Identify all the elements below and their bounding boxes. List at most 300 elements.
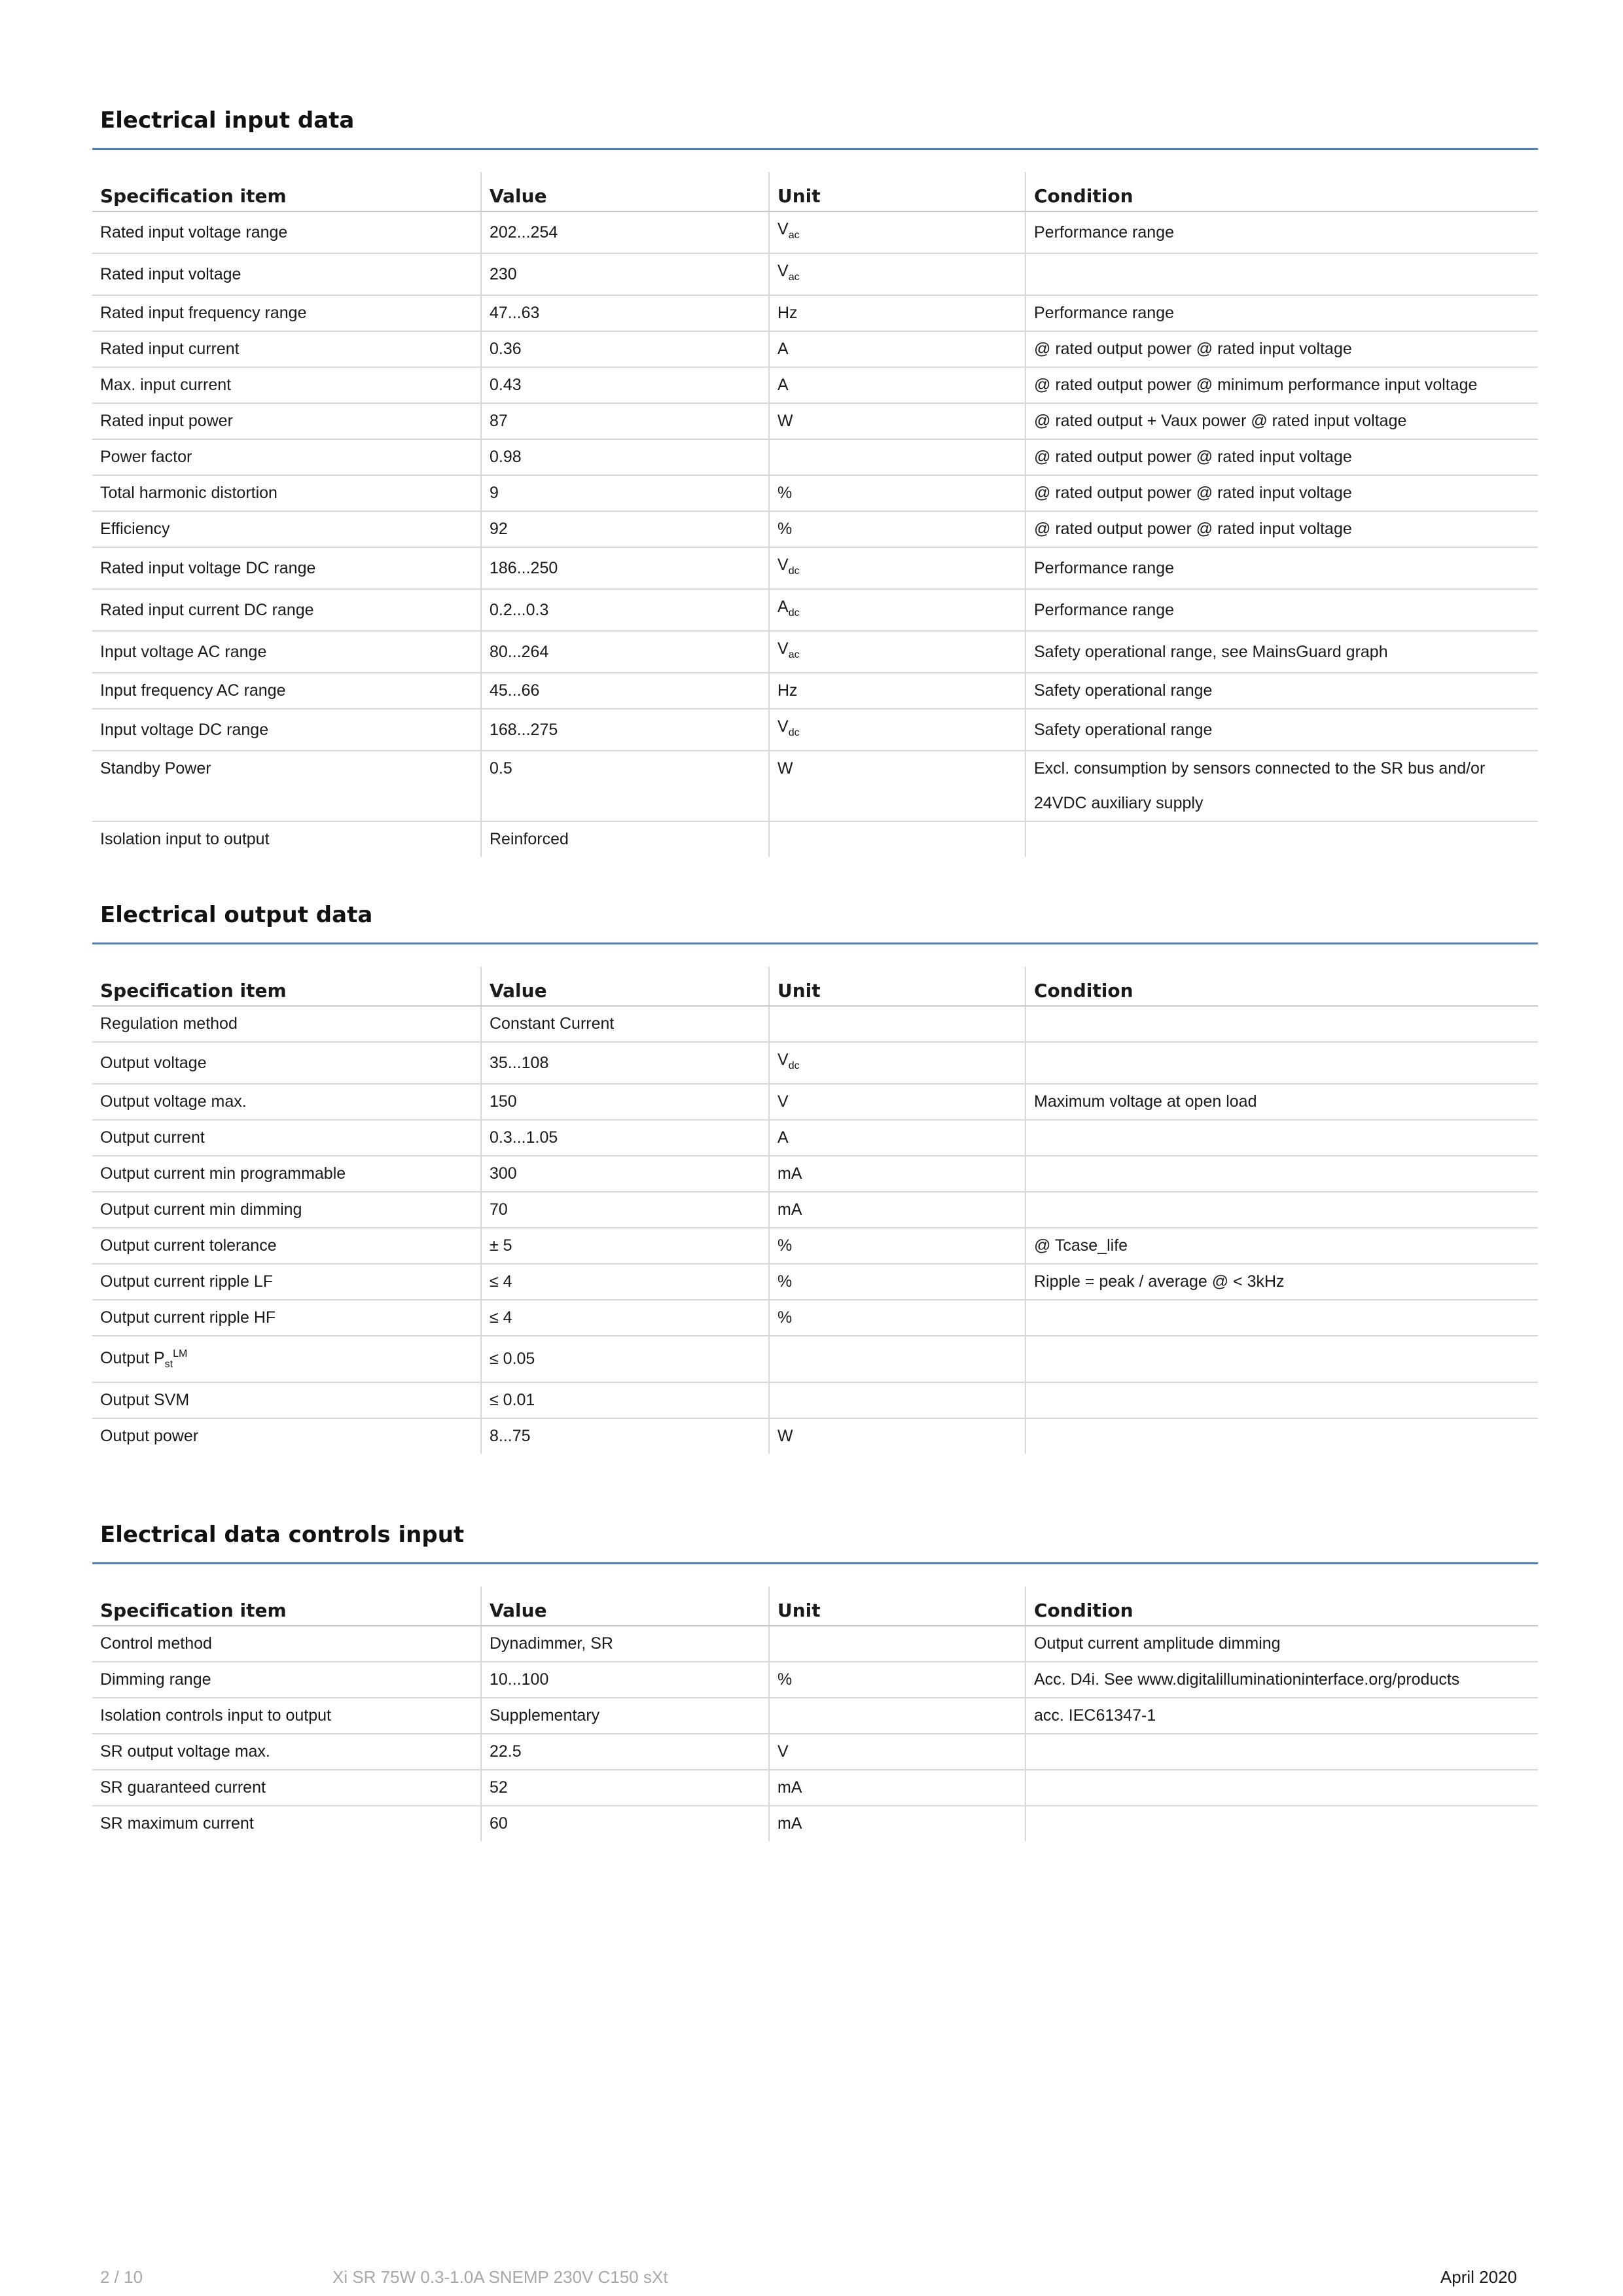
unit-text: %	[777, 520, 793, 538]
unit-text: V	[777, 639, 789, 658]
table-body	[92, 211, 1538, 857]
page-footer	[100, 2267, 1538, 2291]
cell-condition	[1026, 1626, 1538, 1662]
unit-subscript: dc	[788, 727, 800, 738]
value-text: 22.5	[490, 1742, 522, 1761]
cell-unit	[769, 1806, 1026, 1841]
item-superscript: LM	[173, 1348, 188, 1359]
header-unit: Unit	[769, 1587, 1026, 1626]
cell-unit	[769, 1336, 1026, 1382]
value-text: ± 5	[490, 1236, 512, 1255]
cell-value	[481, 439, 769, 475]
value-text: 60	[490, 1814, 508, 1833]
unit-text: %	[777, 484, 793, 502]
cell-value	[481, 1300, 769, 1336]
item-label: Output current tolerance	[100, 1236, 277, 1255]
cell-unit	[769, 1770, 1026, 1806]
item-label: Isolation input to output	[100, 830, 270, 848]
cell-condition	[1026, 1806, 1538, 1841]
cell-value	[481, 709, 769, 751]
header-value: Value	[481, 967, 769, 1006]
cell-value	[481, 589, 769, 631]
value-text: ≤ 4	[490, 1308, 512, 1327]
value-text: 47...63	[490, 304, 540, 322]
section-input	[92, 103, 1538, 857]
cell-value	[481, 1382, 769, 1418]
cell-unit	[769, 1192, 1026, 1228]
table-header-row	[92, 967, 1538, 1006]
cell-item	[92, 439, 481, 475]
item-label: Efficiency	[100, 520, 170, 538]
item-label: Control method	[100, 1634, 212, 1653]
cell-condition	[1026, 211, 1538, 253]
header-item: Specification item	[92, 1587, 481, 1626]
cell-item	[92, 1264, 481, 1300]
cell-condition	[1026, 295, 1538, 331]
unit-text: W	[777, 412, 793, 430]
condition-text: Safety operational range, see MainsGuard graph	[1034, 642, 1388, 661]
table-row	[92, 1120, 1538, 1156]
unit-text: mA	[777, 1814, 802, 1833]
table-row	[92, 751, 1538, 821]
unit-text: %	[777, 1272, 793, 1291]
item-subscript: st	[164, 1359, 173, 1370]
cell-value	[481, 1156, 769, 1192]
cell-item	[92, 1662, 481, 1698]
unit-text: V	[777, 1742, 789, 1761]
cell-value	[481, 295, 769, 331]
cell-unit	[769, 211, 1026, 253]
table-row	[92, 253, 1538, 295]
section-divider	[92, 942, 1538, 944]
cell-unit	[769, 821, 1026, 857]
cell-item	[92, 511, 481, 547]
cell-value	[481, 1626, 769, 1662]
cell-item	[92, 821, 481, 857]
condition-text: @ rated output power @ minimum performance input voltage	[1034, 376, 1478, 394]
item-label: Rated input voltage	[100, 264, 241, 283]
table-row	[92, 1228, 1538, 1264]
condition-text: Performance range	[1034, 600, 1175, 619]
section-output	[92, 898, 1538, 1454]
cell-item	[92, 631, 481, 673]
value-text: Reinforced	[490, 830, 569, 848]
unit-text: Hz	[777, 304, 798, 322]
cell-unit	[769, 1264, 1026, 1300]
item-label: Output voltage	[100, 1053, 207, 1072]
section-divider	[92, 1562, 1538, 1564]
cell-item	[92, 475, 481, 511]
cell-unit	[769, 1734, 1026, 1770]
item-label: Input voltage DC range	[100, 720, 269, 739]
value-text: 168...275	[490, 720, 558, 739]
cell-unit	[769, 331, 1026, 367]
cell-unit	[769, 403, 1026, 439]
cell-condition	[1026, 1006, 1538, 1042]
section-controls	[92, 1518, 1538, 1841]
cell-item	[92, 589, 481, 631]
unit-text: W	[777, 759, 793, 778]
page-number: 2 / 10	[100, 2267, 143, 2287]
cell-condition	[1026, 1698, 1538, 1734]
cell-unit	[769, 511, 1026, 547]
cell-value	[481, 211, 769, 253]
unit-text: mA	[777, 1164, 802, 1183]
item-label: Output current min programmable	[100, 1164, 346, 1183]
cell-condition	[1026, 403, 1538, 439]
cell-value	[481, 1006, 769, 1042]
header-condition: Condition	[1026, 1587, 1538, 1626]
condition-text: Performance range	[1034, 558, 1175, 577]
cell-condition	[1026, 1192, 1538, 1228]
table-row	[92, 709, 1538, 751]
spec-table-output	[92, 967, 1538, 1454]
cell-unit	[769, 547, 1026, 589]
condition-text: Performance range	[1034, 223, 1175, 242]
unit-subscript: dc	[788, 1060, 800, 1071]
cell-value	[481, 403, 769, 439]
cell-condition	[1026, 1770, 1538, 1806]
value-text: 35...108	[490, 1053, 549, 1072]
spec-table-input	[92, 172, 1538, 857]
table-row	[92, 1336, 1538, 1382]
unit-subscript: ac	[788, 230, 800, 241]
section-divider	[92, 148, 1538, 150]
cell-item	[92, 673, 481, 709]
cell-condition	[1026, 1156, 1538, 1192]
condition-text: @ rated output power @ rated input voltage	[1034, 520, 1352, 538]
cell-condition	[1026, 1662, 1538, 1698]
cell-condition	[1026, 1042, 1538, 1084]
cell-item	[92, 331, 481, 367]
cell-value	[481, 1192, 769, 1228]
condition-text: Performance range	[1034, 304, 1175, 322]
header-unit: Unit	[769, 172, 1026, 211]
cell-item	[92, 1042, 481, 1084]
cell-unit	[769, 1382, 1026, 1418]
item-label: Rated input current	[100, 340, 240, 358]
value-text: 186...250	[490, 558, 558, 577]
cell-value	[481, 1770, 769, 1806]
item-label: SR output voltage max.	[100, 1742, 270, 1761]
condition-text: Output current amplitude dimming	[1034, 1634, 1281, 1653]
condition-text: @ rated output power @ rated input voltage	[1034, 484, 1352, 502]
cell-item	[92, 1382, 481, 1418]
cell-value	[481, 1734, 769, 1770]
unit-subscript: ac	[788, 649, 800, 660]
unit-text: V	[777, 1092, 789, 1111]
value-text: Dynadimmer, SR	[490, 1634, 613, 1653]
unit-text: V	[777, 556, 789, 574]
unit-text: W	[777, 1427, 793, 1445]
item-label: Output power	[100, 1427, 199, 1445]
cell-item	[92, 253, 481, 295]
unit-text: A	[777, 1128, 789, 1147]
item-label: Rated input voltage range	[100, 223, 288, 242]
cell-item	[92, 1228, 481, 1264]
table-row	[92, 821, 1538, 857]
header-unit: Unit	[769, 967, 1026, 1006]
value-text: ≤ 4	[490, 1272, 512, 1291]
cell-value	[481, 511, 769, 547]
table-row	[92, 331, 1538, 367]
cell-condition	[1026, 709, 1538, 751]
cell-item	[92, 1084, 481, 1120]
value-text: Constant Current	[490, 1014, 615, 1033]
cell-unit	[769, 1418, 1026, 1454]
table-row	[92, 439, 1538, 475]
table-row	[92, 631, 1538, 673]
condition-text: Acc. D4i. See www.digitalilluminationinterface.org/products	[1034, 1670, 1460, 1689]
value-text: 0.3...1.05	[490, 1128, 558, 1147]
item-label: Output current ripple LF	[100, 1272, 274, 1291]
value-text: 0.5	[490, 759, 512, 778]
value-text: 150	[490, 1092, 517, 1111]
unit-text: %	[777, 1236, 793, 1255]
item-label: Output current ripple HF	[100, 1308, 276, 1327]
cell-value	[481, 673, 769, 709]
unit-subscript: dc	[788, 607, 800, 619]
table-row	[92, 1382, 1538, 1418]
unit-text: A	[777, 376, 789, 394]
table-row	[92, 1418, 1538, 1454]
section-title: Electrical input data	[100, 107, 355, 134]
value-text: 80...264	[490, 642, 549, 661]
condition-text: Ripple = peak / average @ < 3kHz	[1034, 1272, 1285, 1291]
cell-item	[92, 1156, 481, 1192]
table-row	[92, 1042, 1538, 1084]
table-row	[92, 1626, 1538, 1662]
item-label: Rated input frequency range	[100, 304, 307, 322]
value-text: 300	[490, 1164, 517, 1183]
item-label: Rated input power	[100, 412, 233, 430]
cell-item	[92, 1770, 481, 1806]
table-row	[92, 589, 1538, 631]
section-title: Electrical output data	[100, 902, 373, 928]
item-label: Dimming range	[100, 1670, 211, 1689]
cell-unit	[769, 253, 1026, 295]
cell-condition	[1026, 253, 1538, 295]
cell-value	[481, 475, 769, 511]
cell-item	[92, 547, 481, 589]
cell-unit	[769, 673, 1026, 709]
cell-item	[92, 1734, 481, 1770]
unit-subscript: dc	[788, 565, 800, 577]
cell-condition	[1026, 589, 1538, 631]
cell-value	[481, 1120, 769, 1156]
condition-text: Maximum voltage at open load	[1034, 1092, 1257, 1111]
cell-unit	[769, 631, 1026, 673]
cell-condition	[1026, 673, 1538, 709]
cell-value	[481, 1264, 769, 1300]
condition-line: 24VDC auxiliary supply	[1034, 794, 1204, 812]
cell-unit	[769, 1228, 1026, 1264]
item-label: Rated input current DC range	[100, 600, 314, 619]
table-row	[92, 1662, 1538, 1698]
header-condition: Condition	[1026, 967, 1538, 1006]
cell-condition	[1026, 1382, 1538, 1418]
cell-unit	[769, 1156, 1026, 1192]
cell-item	[92, 751, 481, 821]
table-row	[92, 211, 1538, 253]
cell-condition	[1026, 1084, 1538, 1120]
value-text: 0.98	[490, 448, 522, 466]
cell-value	[481, 751, 769, 821]
cell-value	[481, 821, 769, 857]
cell-unit	[769, 1084, 1026, 1120]
table-row	[92, 475, 1538, 511]
cell-item	[92, 1418, 481, 1454]
cell-unit	[769, 1662, 1026, 1698]
condition-text: @ Tcase_life	[1034, 1236, 1128, 1255]
cell-unit	[769, 751, 1026, 821]
table-row	[92, 1192, 1538, 1228]
item-label: Input frequency AC range	[100, 681, 286, 700]
cell-unit	[769, 475, 1026, 511]
table-body	[92, 1626, 1538, 1841]
cell-unit	[769, 295, 1026, 331]
cell-unit	[769, 1042, 1026, 1084]
cell-condition	[1026, 821, 1538, 857]
cell-condition	[1026, 331, 1538, 367]
cell-unit	[769, 1698, 1026, 1734]
table-row	[92, 1806, 1538, 1841]
cell-unit	[769, 589, 1026, 631]
cell-unit	[769, 1006, 1026, 1042]
header-item: Specification item	[92, 967, 481, 1006]
table-row	[92, 1006, 1538, 1042]
condition-text: Safety operational range	[1034, 681, 1213, 700]
item-label: Rated input voltage DC range	[100, 558, 316, 577]
cell-item	[92, 403, 481, 439]
item-label: Output current min dimming	[100, 1200, 302, 1219]
value-text: 70	[490, 1200, 508, 1219]
cell-condition	[1026, 1228, 1538, 1264]
item-label: Power factor	[100, 448, 192, 466]
cell-value	[481, 547, 769, 589]
cell-value	[481, 367, 769, 403]
cell-unit	[769, 1300, 1026, 1336]
value-text: ≤ 0.01	[490, 1391, 535, 1409]
cell-condition	[1026, 631, 1538, 673]
cell-value	[481, 1418, 769, 1454]
unit-text: V	[777, 262, 789, 280]
table-body	[92, 1006, 1538, 1454]
cell-value	[481, 1806, 769, 1841]
cell-condition	[1026, 547, 1538, 589]
cell-condition	[1026, 1300, 1538, 1336]
condition-line: Excl. consumption by sensors connected to the SR bus and/or	[1034, 759, 1486, 778]
cell-item	[92, 1006, 481, 1042]
condition-text: @ rated output power @ rated input voltage	[1034, 340, 1352, 358]
cell-unit	[769, 709, 1026, 751]
publication-date: April 2020	[1440, 2267, 1517, 2287]
section-title: Electrical data controls input	[100, 1522, 465, 1548]
cell-condition	[1026, 751, 1538, 821]
item-label: Output current	[100, 1128, 205, 1147]
unit-text: V	[777, 1050, 789, 1069]
unit-text: mA	[777, 1200, 802, 1219]
item-label: Output SVM	[100, 1391, 190, 1409]
value-text: 230	[490, 264, 517, 283]
table-row	[92, 1770, 1538, 1806]
cell-unit	[769, 1626, 1026, 1662]
item-label: Isolation controls input to output	[100, 1706, 332, 1725]
value-text: Supplementary	[490, 1706, 600, 1725]
cell-item	[92, 211, 481, 253]
cell-item	[92, 295, 481, 331]
table-row	[92, 1734, 1538, 1770]
cell-value	[481, 253, 769, 295]
item-label: Standby Power	[100, 759, 211, 778]
table-row	[92, 1084, 1538, 1120]
unit-text: Hz	[777, 681, 798, 700]
cell-condition	[1026, 1120, 1538, 1156]
cell-item	[92, 1120, 481, 1156]
cell-item	[92, 367, 481, 403]
item-label: SR guaranteed current	[100, 1778, 266, 1797]
cell-item	[92, 1806, 481, 1841]
unit-text: A	[777, 340, 789, 358]
table-header-row	[92, 172, 1538, 211]
unit-text: A	[777, 598, 789, 616]
condition-text: @ rated output + Vaux power @ rated input voltage	[1034, 412, 1407, 430]
product-name: Xi SR 75W 0.3-1.0A SNEMP 230V C150 sXt	[332, 2267, 668, 2287]
value-text: 92	[490, 520, 508, 538]
table-row	[92, 511, 1538, 547]
table-row	[92, 1300, 1538, 1336]
table-row	[92, 1698, 1538, 1734]
unit-text: V	[777, 717, 789, 736]
cell-value	[481, 1084, 769, 1120]
cell-condition	[1026, 475, 1538, 511]
cell-unit	[769, 367, 1026, 403]
item-label: Max. input current	[100, 376, 232, 394]
item-label: Input voltage AC range	[100, 642, 267, 661]
cell-condition	[1026, 511, 1538, 547]
cell-condition	[1026, 367, 1538, 403]
cell-value	[481, 1042, 769, 1084]
unit-text: %	[777, 1670, 793, 1689]
table-header-row	[92, 1587, 1538, 1626]
cell-condition	[1026, 1418, 1538, 1454]
cell-item	[92, 1698, 481, 1734]
value-text: 0.36	[490, 340, 522, 358]
item-label: Output P	[100, 1349, 165, 1367]
cell-value	[481, 1662, 769, 1698]
table-row	[92, 1264, 1538, 1300]
value-text: 52	[490, 1778, 508, 1797]
item-label: Total harmonic distortion	[100, 484, 277, 502]
value-text: 0.43	[490, 376, 522, 394]
header-condition: Condition	[1026, 172, 1538, 211]
cell-value	[481, 1698, 769, 1734]
item-label: Regulation method	[100, 1014, 238, 1033]
table-row	[92, 673, 1538, 709]
value-text: ≤ 0.05	[490, 1350, 535, 1368]
table-row	[92, 295, 1538, 331]
cell-value	[481, 1336, 769, 1382]
table-row	[92, 367, 1538, 403]
unit-text: mA	[777, 1778, 802, 1797]
table-row	[92, 403, 1538, 439]
cell-condition	[1026, 1336, 1538, 1382]
condition-text: @ rated output power @ rated input voltage	[1034, 448, 1352, 466]
value-text: 0.2...0.3	[490, 600, 549, 619]
cell-value	[481, 1228, 769, 1264]
condition-text: acc. IEC61347-1	[1034, 1706, 1156, 1725]
value-text: 45...66	[490, 681, 540, 700]
